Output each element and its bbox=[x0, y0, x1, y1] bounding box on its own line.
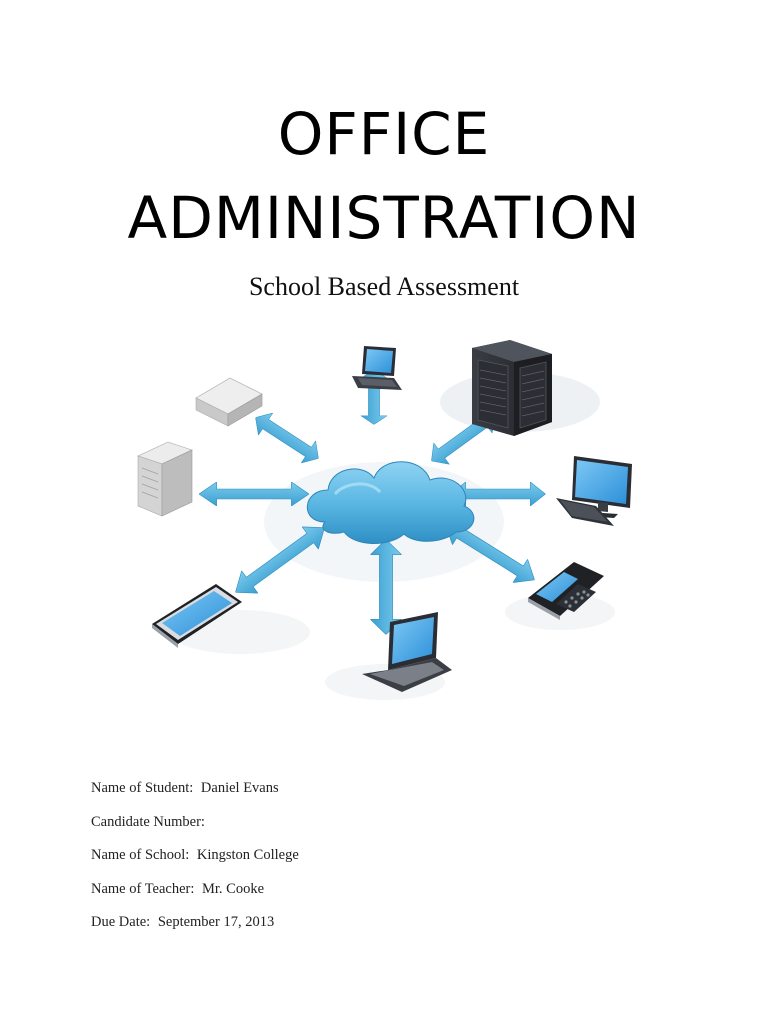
student-value: Daniel Evans bbox=[200, 780, 279, 796]
teacher-name-line bbox=[91, 879, 299, 913]
teacher-value: Mr. Cooke bbox=[202, 880, 265, 897]
student-label: Name of Student: bbox=[91, 780, 194, 796]
tower-server-icon bbox=[138, 442, 192, 516]
network-illustration bbox=[130, 322, 638, 717]
teacher-label: Name of Teacher: bbox=[91, 880, 195, 897]
candidate-label: Candidate Number: bbox=[91, 813, 205, 830]
document-title bbox=[0, 92, 768, 260]
due-value: September 17, 2013 bbox=[157, 914, 275, 930]
title-line-1: OFFICE bbox=[277, 100, 491, 168]
student-name-line bbox=[91, 778, 299, 812]
candidate-number-line bbox=[91, 812, 299, 846]
school-value: Kingston College bbox=[196, 847, 299, 863]
school-label: Name of School: bbox=[91, 847, 190, 863]
due-label: Due Date: bbox=[91, 914, 151, 930]
due-date-line bbox=[91, 912, 299, 946]
document-subtitle: School Based Assessment bbox=[248, 272, 520, 301]
server-rack-icon bbox=[472, 340, 552, 436]
school-name-line bbox=[91, 845, 299, 879]
title-line-2: ADMINISTRATION bbox=[127, 184, 641, 252]
student-info bbox=[91, 778, 299, 946]
